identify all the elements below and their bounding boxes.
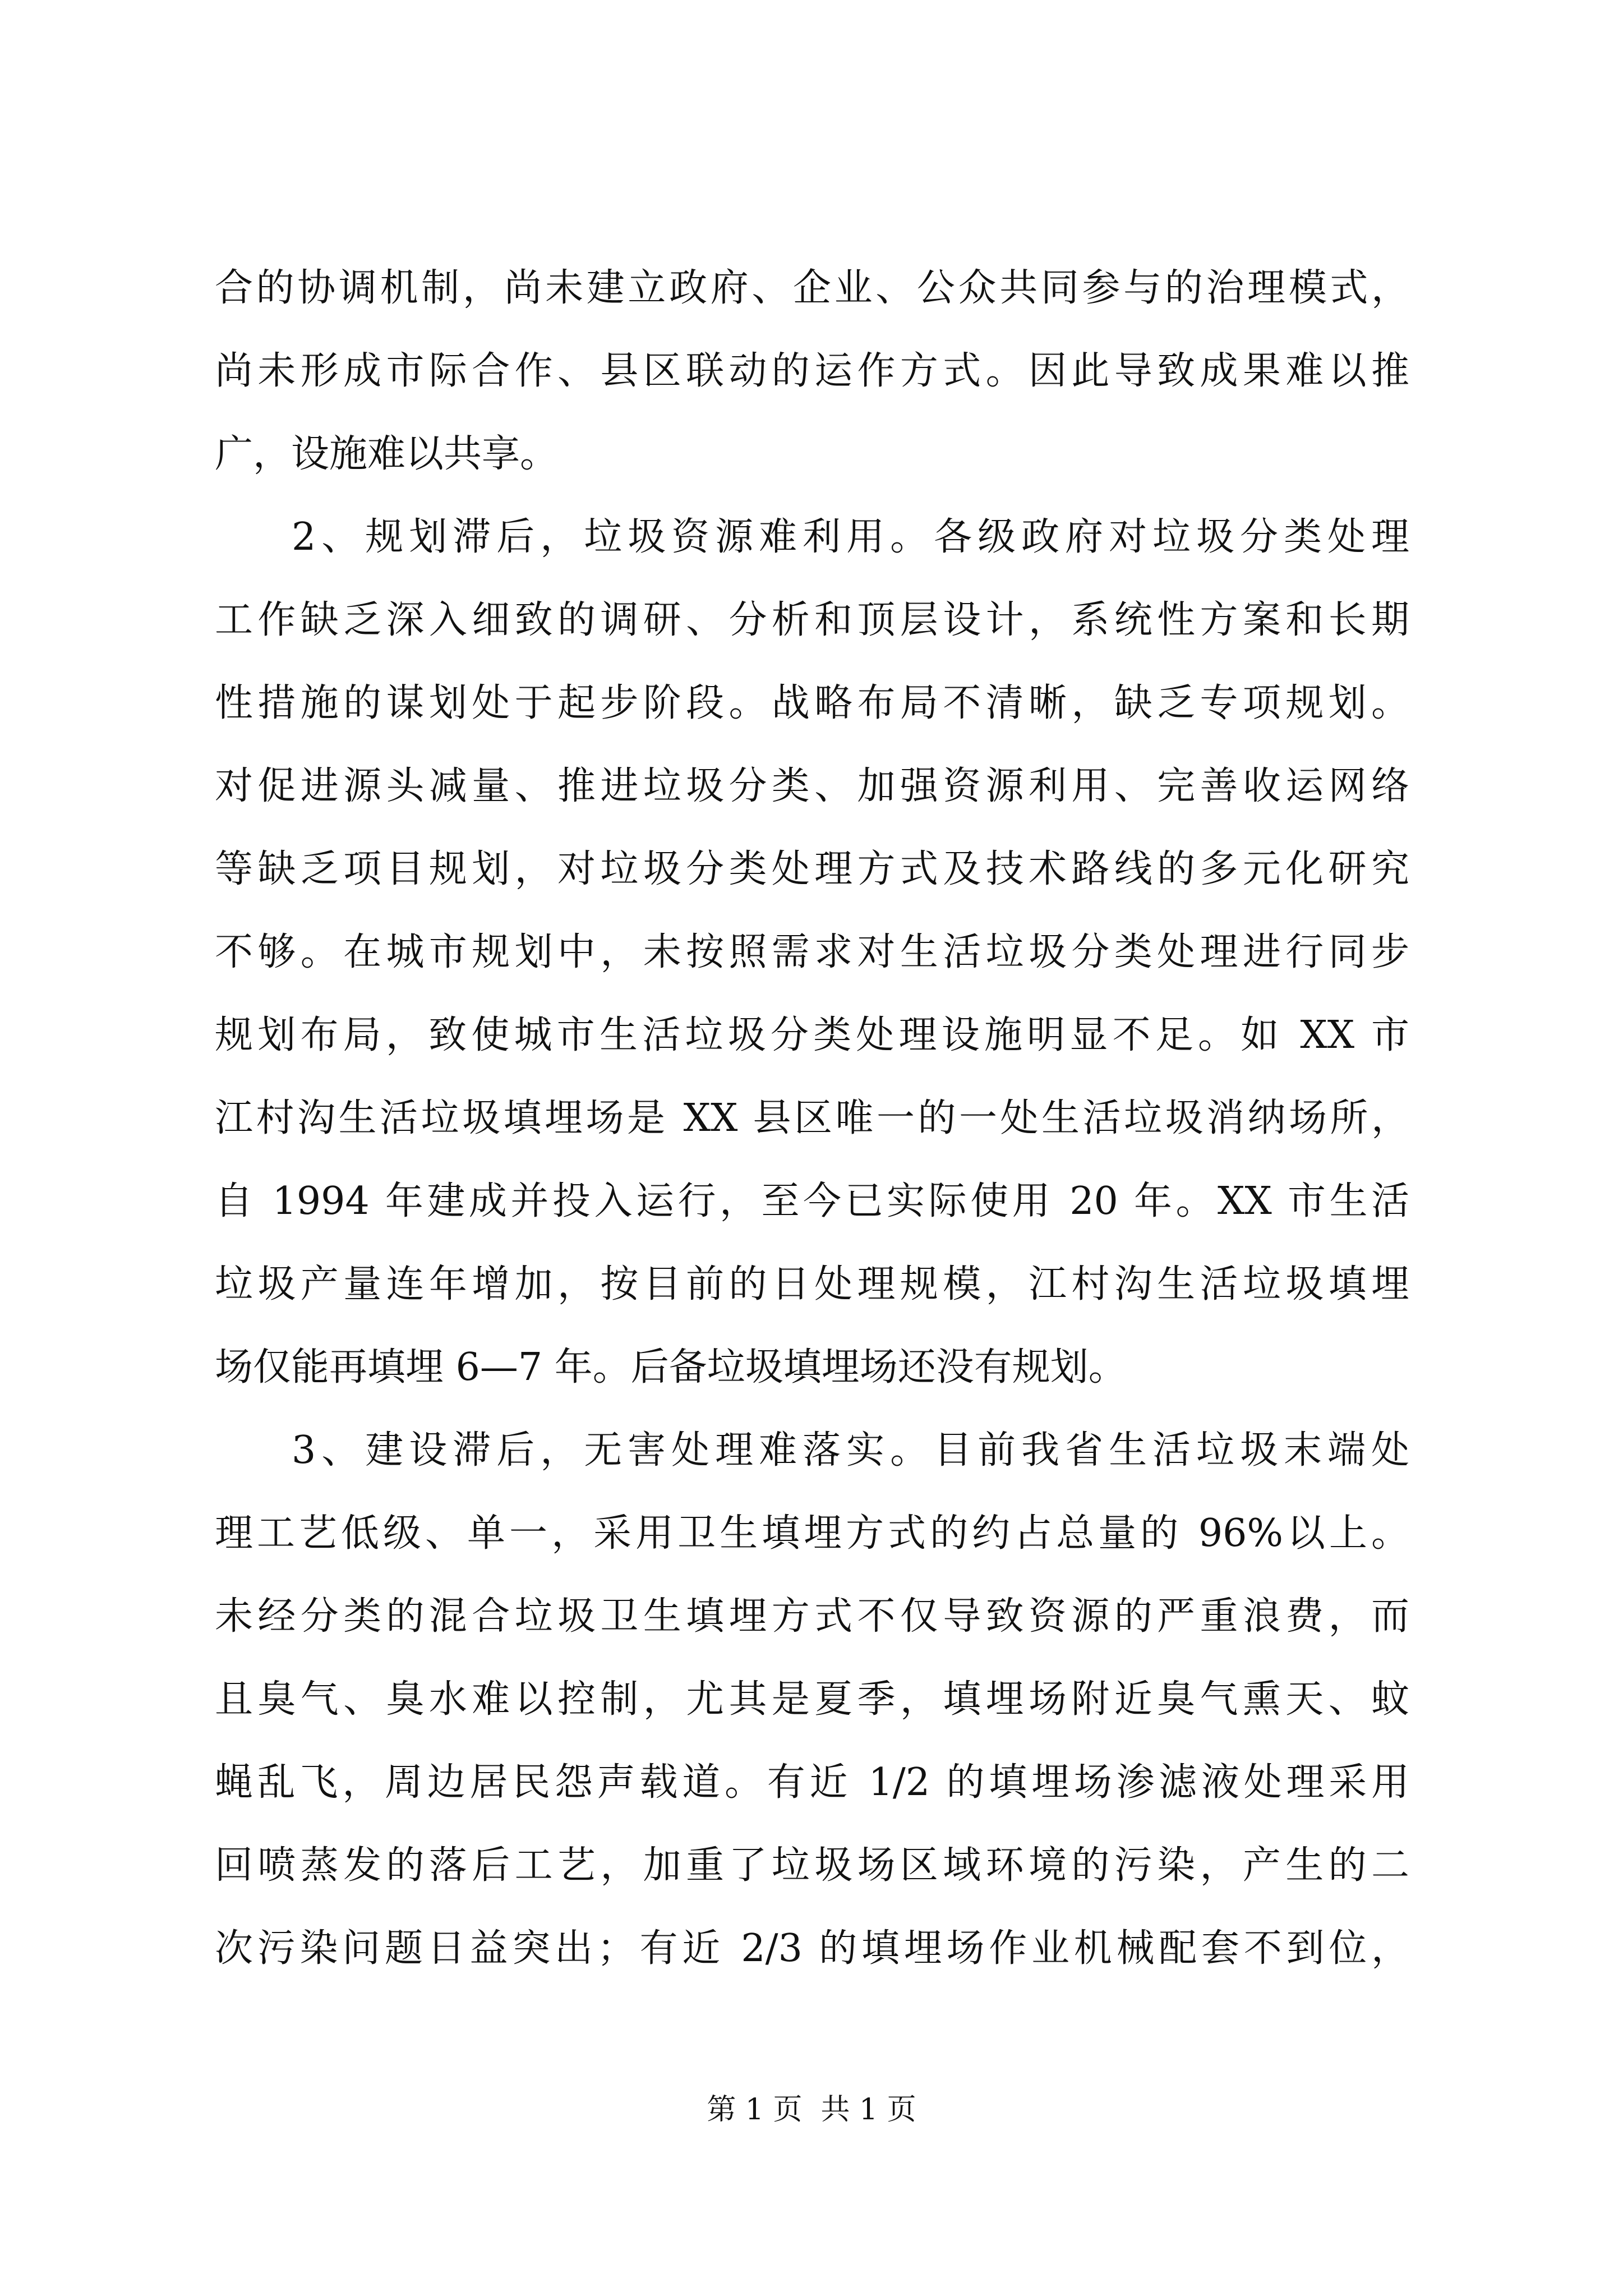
text-line: 广，设施难以共享。 [215, 432, 559, 476]
text-line: 合的协调机制，尚未建立政府、企业、公众共同参与的治理模式， [215, 266, 1409, 310]
text-line: 等缺乏项目规划，对垃圾分类处理方式及技术路线的多元化研究 [215, 847, 1409, 891]
text-line: 不够。在城市规划中，未按照需求对生活垃圾分类处理进行同步 [215, 930, 1409, 974]
text-line: 场仅能再填埋 6—7 年。后备垃圾填埋场还没有规划。 [215, 1345, 1127, 1389]
text-line: 蝇乱飞，周边居民怨声载道。有近 1/2 的填埋场渗滤液处理采用 [215, 1760, 1409, 1805]
text-line: 次污染问题日益突出；有近 2/3 的填埋场作业机械配套不到位， [215, 1926, 1409, 1971]
text-line: 江村沟生活垃圾填埋场是 XX 县区唯一的一处生活垃圾消纳场所， [215, 1096, 1409, 1140]
text-line: 垃圾产量连年增加，按目前的日处理规模，江村沟生活垃圾填埋 [215, 1262, 1409, 1306]
paragraph-2 [215, 496, 1409, 1409]
text-line: 工作缺乏深入细致的调研、分析和顶层设计，系统性方案和长期 [215, 598, 1409, 642]
page-footer: 第 1 页 共 1 页 [707, 2093, 916, 2127]
paragraph-1 [215, 247, 1409, 496]
text-line: 尚未形成市际合作、县区联动的运作方式。因此导致成果难以推 [215, 349, 1409, 393]
text-line: 2、规划滞后，垃圾资源难利用。各级政府对垃圾分类处理 [292, 515, 1409, 559]
text-line: 理工艺低级、单一，采用卫生填埋方式的约占总量的 96%以上。 [215, 1511, 1409, 1556]
text-line: 自 1994 年建成并投入运行，至今已实际使用 20 年。XX 市生活 [215, 1179, 1409, 1223]
text-line: 性措施的谋划处于起步阶段。战略布局不清晰，缺乏专项规划。 [215, 681, 1409, 725]
text-line: 规划布局，致使城市生活垃圾分类处理设施明显不足。如 XX 市 [215, 1013, 1409, 1057]
text-line: 3、建设滞后，无害处理难落实。目前我省生活垃圾末端处 [292, 1428, 1409, 1473]
document-body [215, 247, 1409, 1990]
text-line: 对促进源头减量、推进垃圾分类、加强资源利用、完善收运网络 [215, 764, 1409, 808]
paragraph-3 [215, 1409, 1409, 1990]
text-line: 回喷蒸发的落后工艺，加重了垃圾场区域环境的污染，产生的二 [215, 1843, 1409, 1888]
text-line: 且臭气、臭水难以控制，尤其是夏季，填埋场附近臭气熏天、蚊 [215, 1677, 1409, 1722]
text-line: 未经分类的混合垃圾卫生填埋方式不仅导致资源的严重浪费，而 [215, 1594, 1409, 1639]
